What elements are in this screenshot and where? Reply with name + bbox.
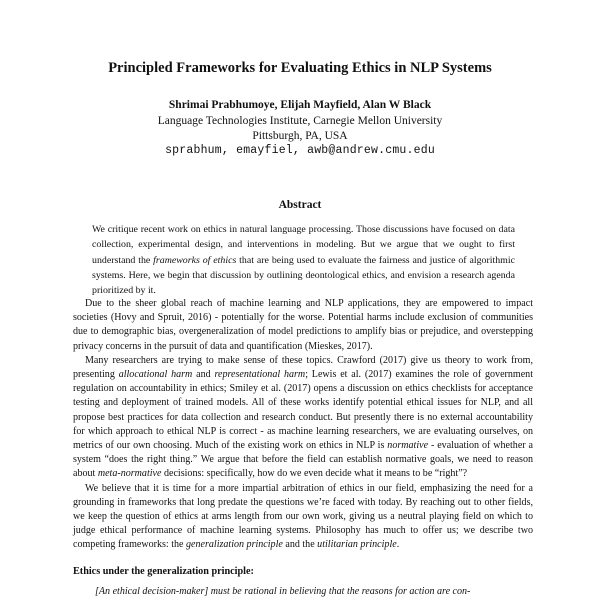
affiliation-location: Pittsburgh, PA, USA (252, 130, 348, 142)
block-quote: [An ethical decision-maker] must be rational in believing that the reasons for action are con- (95, 586, 471, 597)
paragraph-3: We believe that it is time for a more impartial arbitration of ethics in our field, emphasizing the need for a grounding in frameworks that long predate the questions we’re faced with today. By reaching out to other fields, we keep the question of ethics at arms length from our own work, giving us a neutral playing field on which to judge ethical performance of machine learning systems. Philosophy has much to offer us; we describe two competing frameworks: the generalization principle and the utilitarian principle. (73, 482, 533, 551)
abstract-text: We critique recent work on ethics in natural language processing. Those discussions have focused on data collection, experimental design, and interventions in modeling. But we argue that we ought to first understand the frameworks of ethics that are being used to evaluate the fairness and justice of algorithmic systems. Here, we begin that discussion by outlining deontological ethics, and envision a research agenda prioritized by it. (92, 224, 515, 297)
section-heading: Ethics under the generalization principle: (73, 566, 254, 577)
abstract-heading: Abstract (278, 199, 322, 211)
author-list: Shrimai Prabhumoye, Elijah Mayfield, Alan W Black (168, 99, 432, 111)
body-text (73, 297, 533, 553)
paper-title: Principled Frameworks for Evaluating Ethics in NLP Systems (108, 60, 492, 76)
author-emails: sprabhum, emayfiel, awb@andrew.cmu.edu (165, 144, 435, 157)
paragraph-1: Due to the sheer global reach of machine learning and NLP applications, they are empowered to impact societies (Hovy and Spruit, 2016) - potentially for the worse. Potential harms include exclusion of communities due to demographic bias, overgeneralization of model predictions to amplify bias or prejudice, and overstepping privacy concerns in the pursuit of data and quantification (Mieskes, 2017). (73, 298, 533, 352)
abstract (92, 222, 515, 298)
paragraph-2: Many researchers are trying to make sense of these topics. Crawford (2017) give us theory to work from, presenting allocational harm and representational harm; Lewis et al. (2017) examines the role of government regulation on accountability in ethics; Smiley et al. (2017) opens a discussion on ethics checklists for acceptance testing and deployment of trained models. All of these works identify potential ethical issues for NLP, and all propose best practices for data collection and research conduct. But presently there is no external accountability for which approach to ethical NLP is correct - as machine learning researchers, we are evaluating ourselves, on metrics of our own choosing. Much of the existing work on ethics in NLP is normative - evaluation of whether a system “does the right thing.” We argue that before the field can establish normative goals, we need to reason about meta-normative decisions: specifically, how do we even decide what it means to be “right”? (73, 354, 533, 480)
affiliation-institute: Language Technologies Institute, Carnegie Mellon University (157, 115, 443, 127)
